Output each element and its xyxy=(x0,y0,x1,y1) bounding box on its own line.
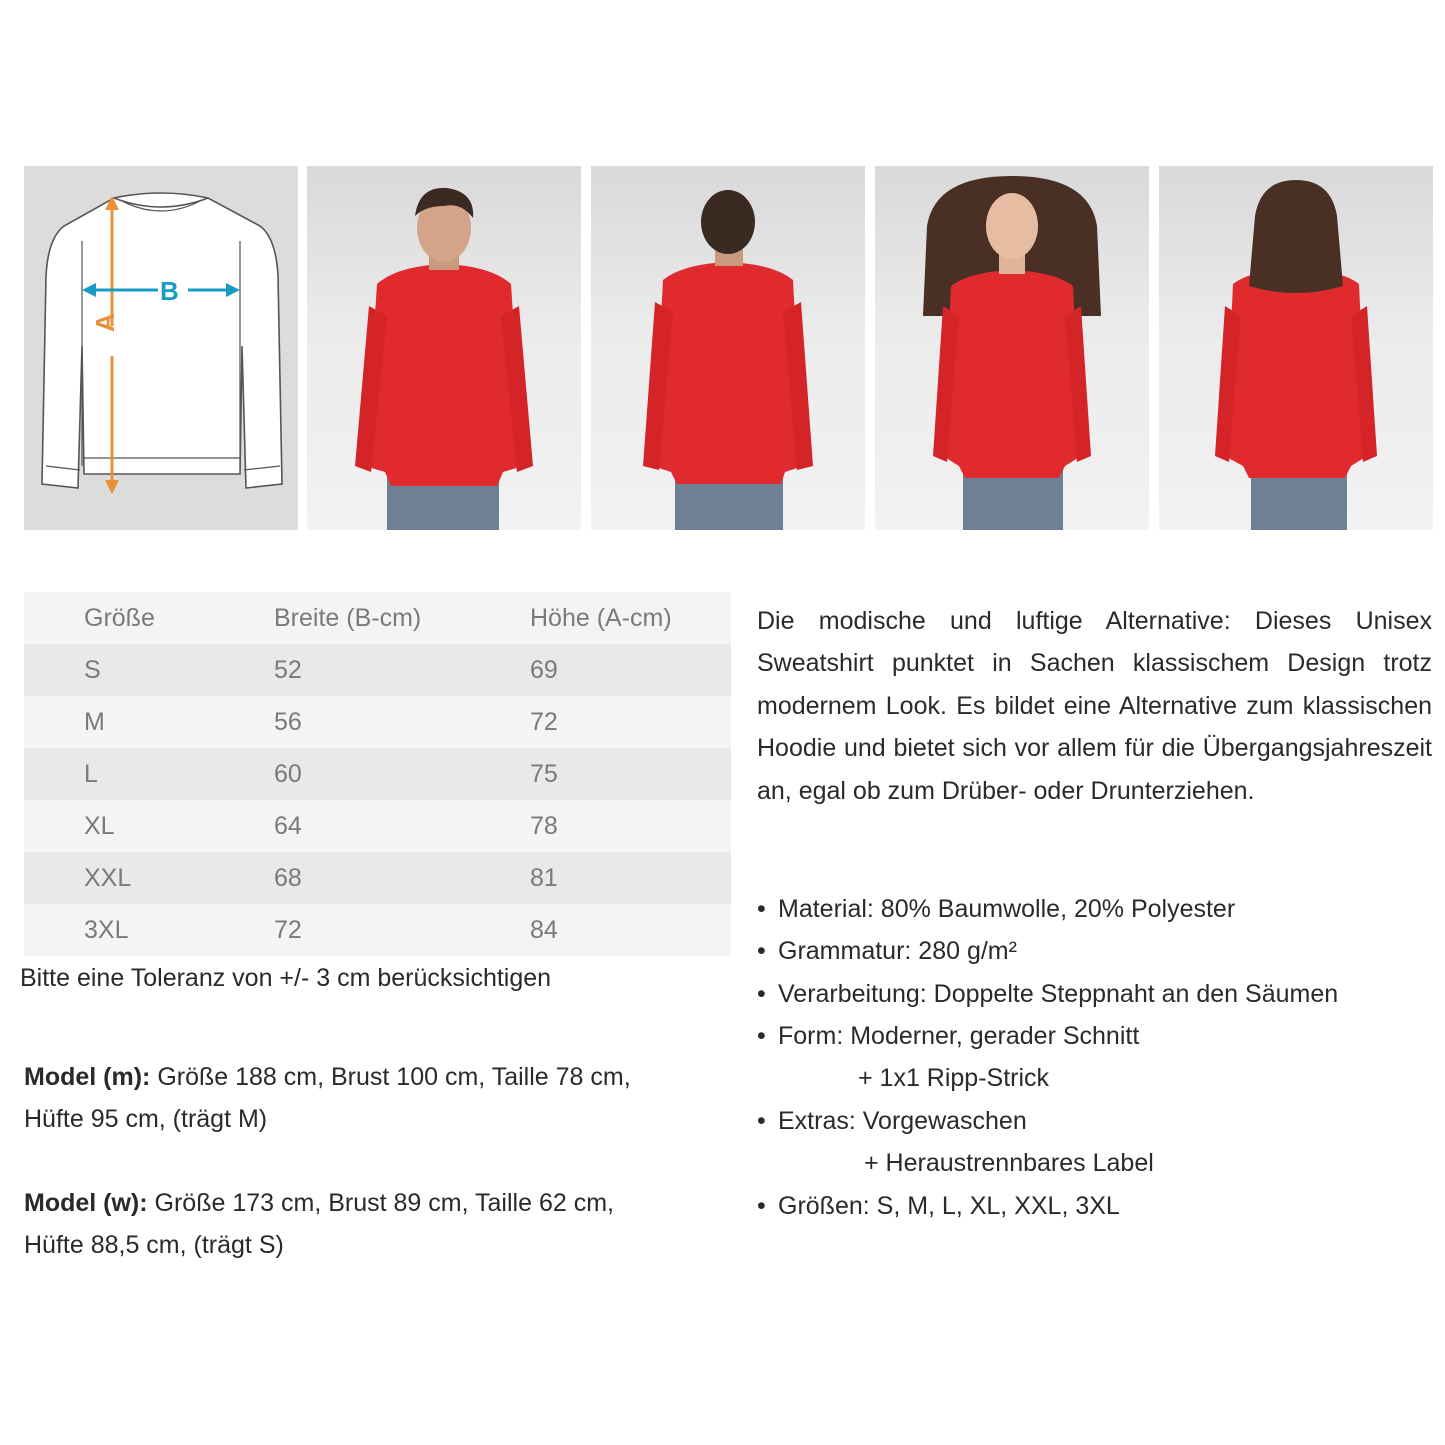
feature-item xyxy=(757,937,1017,966)
table-row xyxy=(24,644,731,696)
cell-size: L xyxy=(84,759,98,788)
model-female-line2: Hüfte 88,5 cm, (trägt S) xyxy=(24,1231,284,1259)
label-b: B xyxy=(160,276,179,306)
table-header xyxy=(24,592,731,644)
feature-item xyxy=(757,895,1235,924)
cell-width: 56 xyxy=(274,707,302,736)
header-size: Größe xyxy=(84,603,155,632)
table-row xyxy=(24,800,731,852)
cell-width: 52 xyxy=(274,655,302,684)
photo-female-front xyxy=(875,166,1149,530)
cell-height: 69 xyxy=(530,655,558,684)
header-width: Breite (B-cm) xyxy=(274,603,422,632)
bullet: • xyxy=(757,1192,766,1220)
table-row xyxy=(24,904,731,956)
cell-height: 84 xyxy=(530,915,558,944)
product-description: Die modische und luftige Alternative: Dieses Unisex Sweatshirt punktet in Sachen klassischem Design trotz modernem Look. Es bildet eine Alternative zum klassischen Hoodie und bietet sich vor allem für die Übergangsjahreszeit an, egal ob zum Drüber- oder Drunterziehen. xyxy=(757,607,1432,805)
model-female-info xyxy=(24,1182,724,1266)
feature-form-sub: + 1x1 Ripp-Strick xyxy=(858,1064,1050,1092)
cell-width: 64 xyxy=(274,811,302,840)
model-male-line2: Hüfte 95 cm, (trägt M) xyxy=(24,1105,268,1133)
cell-height: 81 xyxy=(530,863,558,892)
table-row xyxy=(24,696,731,748)
bullet: • xyxy=(757,980,766,1008)
photo-female-back xyxy=(1159,166,1433,530)
bullet: • xyxy=(757,937,766,965)
bullet: • xyxy=(757,1022,766,1050)
model-male-line1: Größe 188 cm, Brust 100 cm, Taille 78 cm, xyxy=(150,1063,631,1091)
model-female-label: Model (w): xyxy=(24,1189,148,1217)
cell-size: M xyxy=(84,707,105,736)
size-table xyxy=(24,592,731,956)
model-male-label: Model (m): xyxy=(24,1063,151,1091)
feature-extras: Extras: Vorgewaschen xyxy=(778,1107,1027,1135)
feature-form: Form: Moderner, gerader Schnitt xyxy=(778,1022,1140,1050)
feature-sizes: Größen: S, M, L, XL, XXL, 3XL xyxy=(778,1192,1120,1220)
sweater-outline-diagram xyxy=(24,166,298,530)
cell-size: XXL xyxy=(84,863,132,892)
cell-height: 78 xyxy=(530,811,558,840)
cell-height: 75 xyxy=(530,759,558,788)
size-diagram xyxy=(24,166,298,530)
feature-item xyxy=(757,1107,1027,1136)
table-row xyxy=(24,852,731,904)
table-row xyxy=(24,748,731,800)
label-a: A xyxy=(90,313,120,332)
header-height: Höhe (A-cm) xyxy=(530,603,672,632)
model-male-info xyxy=(24,1056,724,1140)
cell-size: XL xyxy=(84,811,115,840)
cell-size: 3XL xyxy=(84,915,129,944)
feature-item xyxy=(757,980,1338,1009)
cell-size: S xyxy=(84,655,101,684)
bullet: • xyxy=(757,895,766,923)
feature-material: Material: 80% Baumwolle, 20% Polyester xyxy=(778,895,1236,923)
cell-width: 72 xyxy=(274,915,302,944)
feature-item xyxy=(757,1022,1139,1051)
feature-processing: Verarbeitung: Doppelte Steppnaht an den Säumen xyxy=(778,980,1339,1008)
photo-male-front xyxy=(307,166,581,530)
feature-extras-sub: + Heraustrennbares Label xyxy=(864,1149,1154,1177)
feature-item xyxy=(757,1192,1120,1221)
photo-male-back xyxy=(591,166,865,530)
cell-height: 72 xyxy=(530,707,558,736)
cell-width: 68 xyxy=(274,863,302,892)
bullet: • xyxy=(757,1107,766,1135)
cell-width: 60 xyxy=(274,759,302,788)
tolerance-note: Bitte eine Toleranz von +/- 3 cm berücksichtigen xyxy=(20,964,552,992)
model-female-line1: Größe 173 cm, Brust 89 cm, Taille 62 cm, xyxy=(147,1189,614,1217)
feature-weight: Grammatur: 280 g/m² xyxy=(778,937,1017,965)
